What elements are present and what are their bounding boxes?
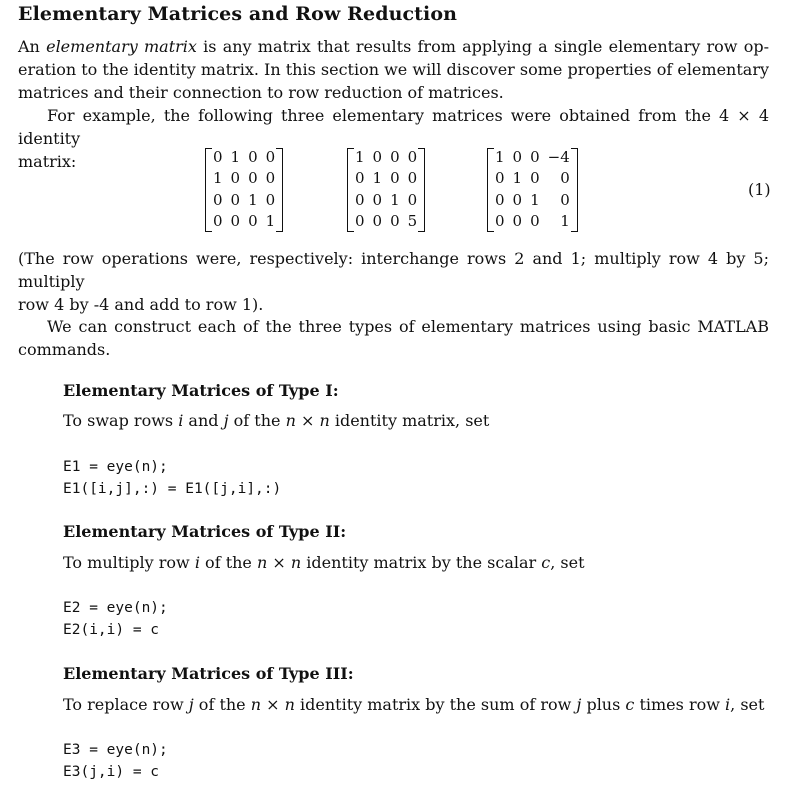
matrix-row — [487, 211, 578, 233]
matrix-cell: 1 — [248, 190, 258, 209]
matrix-row — [205, 211, 283, 233]
matrix-cell: 1 — [560, 212, 570, 231]
matrix-cell: 0 — [248, 147, 258, 166]
matrix-cell: 0 — [355, 212, 365, 231]
matrix-row — [347, 189, 425, 211]
matrix-3 — [487, 146, 578, 232]
matrix-cell: 0 — [560, 169, 570, 188]
matrix-cell: 0 — [265, 147, 276, 166]
matrix-row — [205, 168, 283, 190]
elementary-matrix-term: elementary matrix — [46, 37, 197, 56]
matrix-cell: 1 — [230, 147, 241, 166]
matrix-cell: 0 — [355, 190, 365, 209]
example-line-1: For example, the following three elementary matrices were obtained from the 4 × 4 identity — [18, 106, 769, 148]
matrix-row — [487, 168, 578, 190]
matrix-cell: 1 — [512, 169, 523, 188]
matrix-cell: −4 — [547, 147, 570, 166]
matrix-cell: 0 — [407, 147, 418, 166]
elementary-matrices-display — [205, 146, 605, 232]
matrix-cell: 0 — [248, 212, 258, 231]
code-line: E3 = eye(n); — [63, 742, 168, 758]
matrix-cell: 0 — [230, 212, 241, 231]
matrix-cell: 0 — [213, 190, 223, 209]
matrix-cell: 0 — [512, 147, 523, 166]
matrix-cell: 1 — [390, 190, 400, 209]
matrix-row — [487, 189, 578, 211]
example-line-2: matrix: — [18, 152, 77, 171]
intro-line-2: eration to the identity matrix. In this section we will discover some properties of elementary — [18, 60, 769, 79]
matrix-cell: 0 — [407, 190, 418, 209]
section-title: Elementary Matrices and Row Reduction — [18, 3, 458, 25]
matrix-cell: 0 — [372, 190, 383, 209]
type-2-description: To multiply row i of the n × n identity matrix by the scalar c, set — [63, 553, 585, 572]
type-2-code — [63, 597, 168, 641]
matrix-cell: 0 — [407, 169, 418, 188]
matrix-2 — [347, 146, 425, 232]
matrix-cell: 0 — [213, 212, 223, 231]
matrix-3-table — [487, 146, 578, 232]
matrix-cell: 0 — [230, 169, 241, 188]
type-3-code — [63, 739, 168, 783]
matrix-cell: 0 — [265, 190, 276, 209]
matrix-cell: 0 — [390, 169, 400, 188]
matrix-cell: 0 — [495, 190, 505, 209]
type-3-heading: Elementary Matrices of Type III: — [63, 664, 354, 683]
code-line: E1 = eye(n); — [63, 459, 168, 475]
matrix-cell: 0 — [265, 169, 276, 188]
equation-number: (1) — [748, 180, 771, 199]
ops-note-line-2: row 4 by -4 and add to row 1). — [18, 295, 264, 314]
matrix-cell: 1 — [495, 147, 505, 166]
matrix-cell: 0 — [390, 212, 400, 231]
type-2-heading: Elementary Matrices of Type II: — [63, 522, 347, 541]
intro-line-3: matrices and their connection to row reduction of matrices. — [18, 83, 504, 102]
matrix-cell: 0 — [530, 147, 540, 166]
matrix-cell: 1 — [355, 147, 365, 166]
matrix-cell: 1 — [372, 169, 383, 188]
type-1-code — [63, 456, 281, 500]
matrix-cell: 0 — [512, 212, 523, 231]
code-line: E2(i,i) = c — [63, 622, 160, 638]
matlab-intro-line-2: commands. — [18, 340, 111, 359]
matrix-row — [347, 168, 425, 190]
code-line: E3(j,i) = c — [63, 764, 160, 780]
matrix-cell: 0 — [495, 169, 505, 188]
intro-line-1: An elementary matrix is any matrix that results from applying a single elementary row op- — [18, 37, 769, 56]
matrix-cell: 0 — [530, 169, 540, 188]
matrix-row — [347, 146, 425, 168]
matrix-cell: 1 — [213, 169, 223, 188]
matrix-cell: 0 — [213, 147, 223, 166]
matrix-cell: 5 — [407, 212, 418, 231]
row-operations-note — [18, 247, 769, 316]
matrix-row — [487, 146, 578, 168]
matrix-row — [205, 189, 283, 211]
matrix-cell: 0 — [390, 147, 400, 166]
matrix-cell: 1 — [530, 190, 540, 209]
matrix-cell: 0 — [230, 190, 241, 209]
ops-note-line-1: (The row operations were, respectively: interchange rows 2 and 1; multiply row 4 by 5; multiply — [18, 249, 769, 291]
matrix-cell: 0 — [560, 190, 570, 209]
matrix-cell: 0 — [248, 169, 258, 188]
matrix-cell: 0 — [495, 212, 505, 231]
matrix-2-table — [347, 146, 425, 232]
matrix-cell: 0 — [355, 169, 365, 188]
matrix-cell: 1 — [265, 212, 276, 231]
matrix-cell: 0 — [512, 190, 523, 209]
type-1-heading: Elementary Matrices of Type I: — [63, 381, 339, 400]
code-line: E1([i,j],:) = E1([j,i],:) — [63, 481, 282, 497]
type-3-description: To replace row j of the n × n identity matrix by the sum of row j plus c times row i, set — [63, 695, 765, 714]
matrix-1-table — [205, 146, 283, 232]
matrix-row — [347, 211, 425, 233]
type-1-description: To swap rows i and j of the n × n identity matrix, set — [63, 411, 490, 430]
matrix-cell: 0 — [372, 212, 383, 231]
matrix-cell: 0 — [372, 147, 383, 166]
matrix-1 — [205, 146, 283, 232]
matlab-intro-line-1: We can construct each of the three types of elementary matrices using basic MATLAB — [47, 317, 769, 336]
code-line: E2 = eye(n); — [63, 600, 168, 616]
matlab-intro-paragraph — [18, 315, 769, 361]
matrix-row — [205, 146, 283, 168]
matrix-cell: 0 — [530, 212, 540, 231]
